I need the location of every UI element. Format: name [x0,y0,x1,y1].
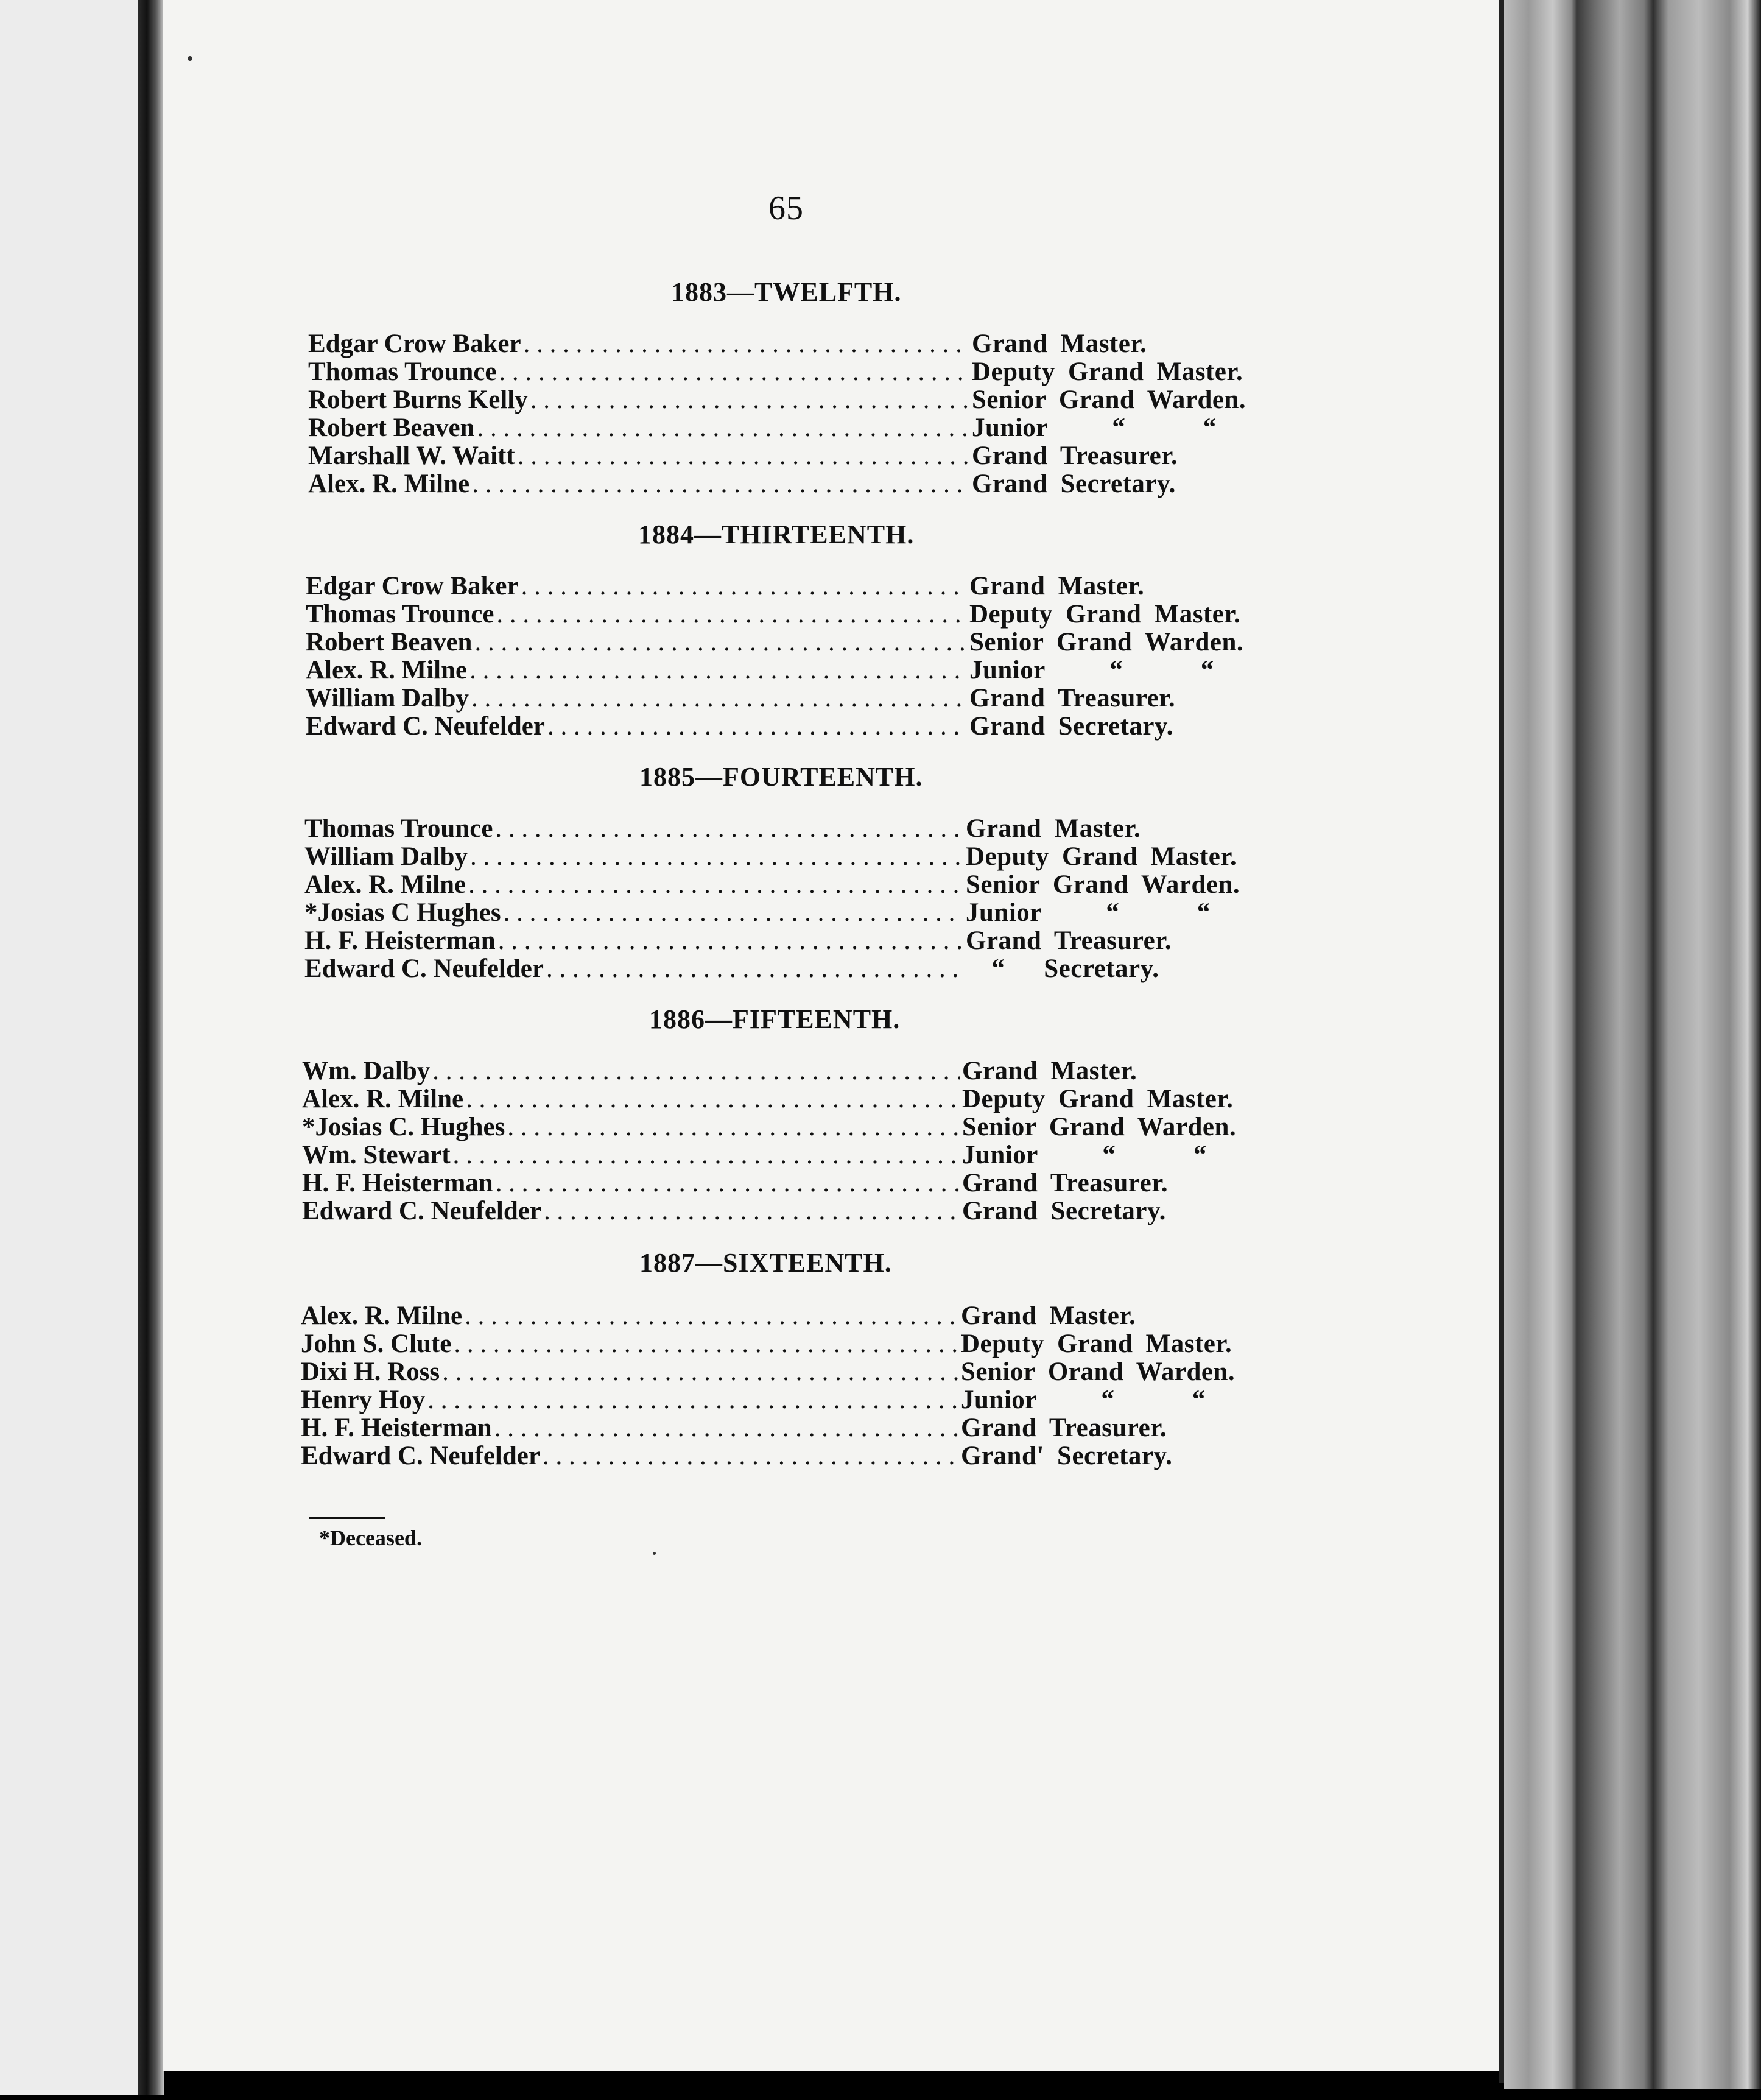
leader-dots [470,842,963,872]
leader-dots [469,655,967,685]
officer-title: Grand Master. [962,1057,1137,1085]
officer-title: Junior “ “ [972,414,1217,442]
officer-title: Deputy Grand Master. [966,842,1237,871]
officer-title: Deputy Grand Master. [961,1330,1232,1358]
officer-row [302,1168,1287,1196]
officer-name: William Dalby [306,684,469,713]
officer-title: Junior “ “ [962,1141,1207,1169]
page-number: 65 [768,189,804,227]
officer-row [308,469,1288,497]
leader-dots [466,1084,960,1114]
leader-dots [453,1140,960,1170]
officer-row [301,1385,1286,1413]
officer-row [302,1112,1287,1140]
officer-row [301,1301,1286,1329]
leader-dots [496,1168,960,1198]
officer-name: Robert Burns Kelly [308,386,528,414]
leader-dots [465,1301,958,1331]
leader-dots [499,357,969,387]
officer-name: Edward C. Neufelder [304,954,544,983]
leader-dots [546,954,963,984]
officer-row [301,1357,1286,1385]
officer-row [301,1329,1286,1357]
officer-row [306,627,1287,655]
section-heading: 1885—FOURTEENTH. [639,762,923,792]
officer-title: Grand Treasurer. [966,926,1172,955]
officer-name: Edward C. Neufelder [301,1442,540,1470]
leader-dots [504,898,963,928]
officer-title: Grand Secretary. [962,1197,1166,1225]
officer-row [304,898,1287,926]
officer-row [306,571,1287,599]
officer-title: Junior “ “ [969,656,1214,685]
officer-row [308,441,1288,469]
officer-title: Deputy Grand Master. [969,600,1241,629]
officer-title: Grand Treasurer. [969,684,1176,713]
officer-title: Senior Orand Warden. [961,1358,1236,1386]
leader-dots [530,385,969,415]
officer-title: Grand Treasurer. [972,442,1178,470]
officer-row [306,655,1287,683]
leader-dots [471,683,967,713]
officer-title: Grand Master. [966,814,1141,843]
officer-title: Senior Grand Warden. [972,386,1246,414]
officer-name: Dixi H. Ross [301,1358,440,1386]
officer-name: Robert Beaven [306,628,473,657]
officer-name: Alex. R. Milne [302,1085,464,1113]
section-heading: 1887—SIXTEENTH. [639,1248,892,1278]
officer-name: Robert Beaven [308,414,475,442]
leader-dots [498,926,963,956]
officer-row [301,1441,1286,1469]
leader-dots [544,1196,960,1226]
leader-dots [468,870,963,900]
officer-title: Senior Grand Warden. [962,1113,1237,1141]
officer-name: Edgar Crow Baker [306,572,519,601]
officer-row [304,870,1287,898]
officer-row [306,599,1287,627]
leader-dots [518,441,969,471]
officer-name: Alex. R. Milne [308,470,470,498]
leader-dots [547,711,967,741]
officer-title: Grand Treasurer. [961,1414,1167,1442]
officer-row [306,683,1287,711]
officer-name: Thomas Trounce [306,600,494,629]
officer-row [308,357,1288,385]
officer-name: Edward C. Neufelder [302,1197,541,1225]
section-heading: 1886—FIFTEENTH. [649,1004,901,1034]
officer-name: Alex. R. Milne [304,870,466,899]
officer-row [304,926,1287,954]
scan-speck [188,56,192,61]
footnote: *Deceased. [319,1526,422,1550]
section-heading: 1883—TWELFTH. [671,277,902,307]
officer-name: *Josias C Hughes [304,898,501,927]
officer-name: William Dalby [304,842,468,871]
officer-row [301,1413,1286,1441]
leader-dots [477,413,969,443]
officer-name: H. F. Heisterman [304,926,496,955]
officer-row [308,329,1288,357]
officer-title: Senior Grand Warden. [969,628,1244,657]
footnote-rule [309,1517,385,1519]
officer-row [304,954,1287,982]
officer-name: *Josias C. Hughes [302,1113,505,1141]
leader-dots [521,571,967,601]
officer-row [308,413,1288,441]
officer-name: Henry Hoy [301,1386,426,1414]
officer-name: John S. Clute [301,1330,452,1358]
officer-title: Grand' Secretary. [961,1442,1173,1470]
officer-name: Alex. R. Milne [306,656,468,685]
officer-title: Grand Treasurer. [962,1169,1169,1197]
officer-name: Wm. Stewart [302,1141,451,1169]
officer-title: Grand Secretary. [969,712,1173,741]
leader-dots [427,1385,958,1415]
officer-title: “ Secretary. [966,954,1159,983]
leader-dots [543,1441,958,1471]
officer-title: Deputy Grand Master. [972,358,1243,386]
officer-row [304,842,1287,870]
leader-dots [496,599,967,629]
officer-title: Grand Master. [969,572,1145,601]
officer-row [302,1140,1287,1168]
officer-title: Grand Master. [961,1302,1136,1330]
scan-speck [653,1552,656,1555]
leader-dots [474,627,967,657]
officer-name: Edward C. Neufelder [306,712,545,741]
officer-title: Grand Master. [972,329,1147,358]
officer-name: Thomas Trounce [308,358,497,386]
officer-row [304,814,1287,842]
officer-title: Junior “ “ [966,898,1211,927]
officer-row [302,1056,1287,1084]
officer-row [302,1196,1287,1224]
leader-dots [454,1329,958,1359]
officer-name: H. F. Heisterman [301,1414,492,1442]
officer-name: Alex. R. Milne [301,1302,463,1330]
officer-title: Senior Grand Warden. [966,870,1240,899]
officer-name: H. F. Heisterman [302,1169,493,1197]
leader-dots [524,329,969,359]
officer-name: Marshall W. Waitt [308,442,515,470]
officer-name: Thomas Trounce [304,814,493,843]
leader-dots [432,1056,960,1086]
officer-row [302,1084,1287,1112]
officer-title: Junior “ “ [961,1386,1206,1414]
leader-dots [442,1357,958,1387]
leader-dots [494,1413,958,1443]
officer-name: Wm. Dalby [302,1057,431,1085]
leader-dots [472,469,969,499]
officer-row [308,385,1288,413]
officer-title: Deputy Grand Master. [962,1085,1234,1113]
section-heading: 1884—THIRTEENTH. [638,520,915,549]
officer-row [306,711,1287,739]
leader-dots [507,1112,960,1142]
officer-title: Grand Secretary. [972,470,1176,498]
leader-dots [495,814,963,844]
officer-name: Edgar Crow Baker [308,329,521,358]
